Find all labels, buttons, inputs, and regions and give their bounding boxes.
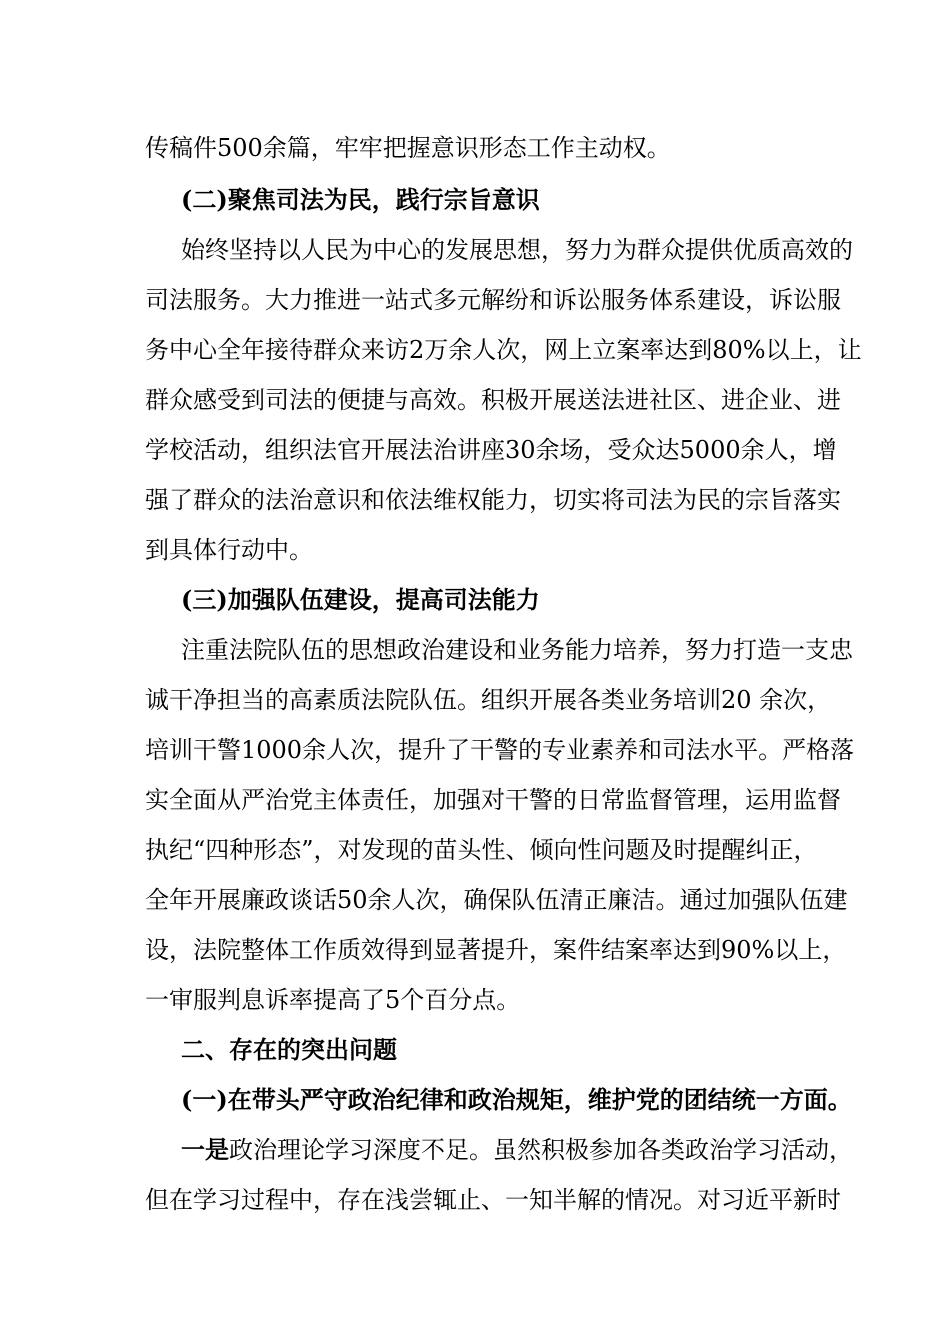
body-line-with-lead [181,1135,853,1165]
body-line: 全年开展廉政谈话50余人次，确保队伍清正廉洁。通过加强队伍建 [145,886,848,914]
body-line: 设，法院整体工作质效得到显著提升，案件结案率达到90%以上， [145,936,847,964]
body-line: 学校活动，组织法官开展法治讲座30余场，受众达5000余人，增 [145,436,837,464]
body-line: 到具体行动中。 [145,536,313,564]
body-line: 培训干警1000余人次，提升了干警的专业素养和司法水平。严格落 [145,736,855,764]
body-line-rest: 政治理论学习深度不足。虽然积极参加各类政治学习活动， [229,1136,853,1164]
body-line: 执纪“四种形态”，对发现的苗头性、倾向性问题及时提醒纠正， [145,836,818,864]
body-line: 强了群众的法治意识和依法维权能力，切实将司法为民的宗旨落实 [145,486,841,514]
subsection-heading: (一)在带头严守政治纪律和政治规矩，维护党的团结统一方面。 [181,1085,852,1114]
body-line: 但在学习过程中，存在浅尝辄止、一知半解的情况。对习近平新时 [145,1186,841,1214]
body-line: 始终坚持以人民为中心的发展思想，努力为群众提供优质高效的 [181,236,853,264]
body-line: 司法服务。大力推进一站式多元解纷和诉讼服务体系建设，诉讼服 [145,286,841,314]
section-heading: (三)加强队伍建设，提高司法能力 [181,585,540,614]
section-heading: (二)聚焦司法为民，践行宗旨意识 [181,185,540,214]
body-line: 务中心全年接待群众来访2万余人次，网上立案率达到80%以上，让 [145,336,862,364]
body-line: 群众感受到司法的便捷与高效。积极开展送法进社区、进企业、进 [145,386,841,414]
body-line: 注重法院队伍的思想政治建设和业务能力培养，努力打造一支忠 [181,636,853,664]
body-line: 实全面从严治党主体责任，加强对干警的日常监督管理，运用监督 [145,786,841,814]
chapter-heading: 二、存在的突出问题 [181,1035,397,1064]
body-line: 一审服判息诉率提高了5个百分点。 [145,986,521,1014]
body-line: 诚干净担当的高素质法院队伍。组织开展各类业务培训20 余次， [145,686,832,714]
lead-bold-text: 一是 [181,1135,229,1164]
body-line: 传稿件500余篇，牢牢把握意识形态工作主动权。 [145,134,671,162]
